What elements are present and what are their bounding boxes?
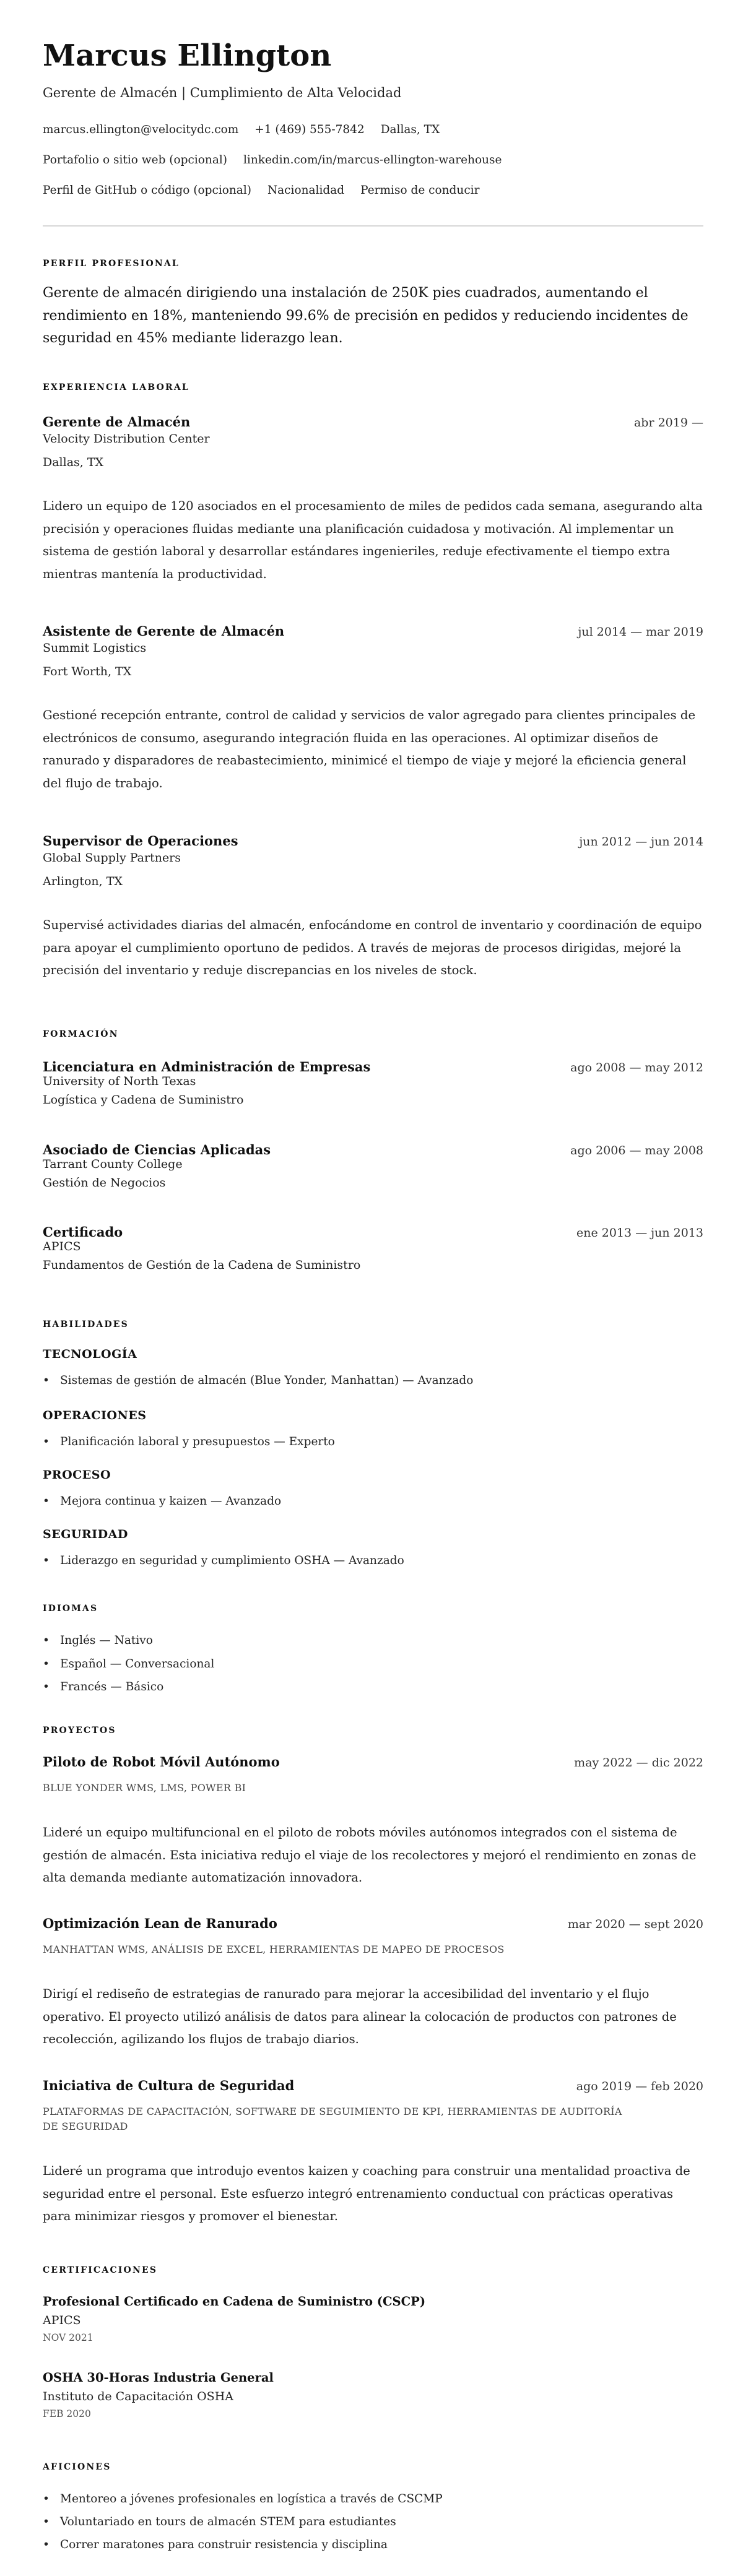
- project-entry: [43, 2078, 703, 2228]
- job-location: Fort Worth, TX: [43, 665, 132, 678]
- job-description: Supervisé actividades diarias del almacén, enfocándome en control de inventario y coordinación de equipo para apoyar el cumplimiento oportuno de pedidos. A través de mejoras de procesos dirigidas, mejoré la precisión del inventario y reduje discrepancias en los niveles de stock.: [43, 918, 702, 977]
- education-entry: [43, 1059, 703, 1107]
- school-name: Tarrant County College: [43, 1157, 183, 1171]
- project-dates: may 2022 — dic 2022: [574, 1756, 703, 1770]
- section-heading-summary: PERFIL PROFESIONAL: [43, 259, 180, 269]
- skill-item: • Sistemas de gestión de almacén (Blue Yonder, Manhattan) — Avanzado: [43, 1374, 703, 1387]
- job-company: Velocity Distribution Center: [43, 432, 210, 446]
- language-item: • Francés — Básico: [43, 1675, 703, 1699]
- degree-dates: ago 2006 — may 2008: [570, 1144, 703, 1157]
- skill-group-title: PROCESO: [43, 1468, 111, 1482]
- email-link[interactable]: marcus.ellington@velocitydc.com: [43, 123, 239, 136]
- certification-date: FEB 2020: [43, 2408, 91, 2419]
- job-dates: jun 2012 — jun 2014: [579, 835, 703, 849]
- section-heading-projects: PROYECTOS: [43, 1726, 116, 1735]
- linkedin-link[interactable]: linkedin.com/in/marcus-ellington-warehouse: [243, 153, 502, 166]
- section-heading-experience: EXPERIENCIA LABORAL: [43, 383, 189, 392]
- language-item: • Inglés — Nativo: [43, 1629, 703, 1653]
- project-dates: ago 2019 — feb 2020: [576, 2080, 703, 2093]
- project-title: Iniciativa de Cultura de Seguridad: [43, 2078, 295, 2093]
- certification-entry: [43, 2371, 703, 2419]
- candidate-subtitle: Gerente de Almacén | Cumplimiento de Alta Velocidad: [43, 85, 402, 100]
- project-entry: [43, 1754, 703, 1890]
- skill-list: [43, 1554, 703, 1567]
- project-tech: BLUE YONDER WMS, LMS, POWER BI: [43, 1782, 246, 1794]
- hobby-item: • Voluntariado en tours de almacén STEM para estudiantes: [43, 2510, 703, 2533]
- section-heading-certifications: CERTIFICACIONES: [43, 2265, 158, 2275]
- job-company: Global Supply Partners: [43, 851, 181, 865]
- job-location: Arlington, TX: [43, 875, 123, 888]
- degree-field: Fundamentos de Gestión de la Cadena de Suministro: [43, 1258, 361, 1272]
- project-title: Optimización Lean de Ranurado: [43, 1916, 277, 1931]
- language-list: [43, 1629, 703, 1699]
- phone: +1 (469) 555-7842: [254, 123, 365, 136]
- project-entry: [43, 1916, 703, 2051]
- contact-row: [43, 184, 703, 197]
- location: Dallas, TX: [380, 123, 440, 136]
- section-heading-languages: IDIOMAS: [43, 1604, 98, 1614]
- project-tech: MANHATTAN WMS, ANÁLISIS DE EXCEL, HERRAMIENTAS DE MAPEO DE PROCESOS: [43, 1943, 505, 1955]
- project-description: Dirigí el rediseño de estrategias de ranurado para mejorar la accesibilidad del inventario y el flujo operativo. El proyecto utilizó análisis de datos para alinear la colocación de productos con patrones de recolección, agilizando los flujos de trabajo diarios.: [43, 1987, 677, 2046]
- candidate-name: Marcus Ellington: [43, 38, 332, 73]
- job-title: Gerente de Almacén: [43, 414, 191, 430]
- certification-title: Profesional Certificado en Cadena de Suministro (CSCP): [43, 2294, 426, 2309]
- project-title: Piloto de Robot Móvil Autónomo: [43, 1754, 280, 1770]
- education-entry: [43, 1142, 703, 1190]
- portfolio-link[interactable]: Portafolio o sitio web (opcional): [43, 153, 227, 166]
- nationality: Nacionalidad: [267, 184, 345, 197]
- hobby-item: • Correr maratones para construir resistencia y disciplina: [43, 2533, 703, 2556]
- job-description: Lidero un equipo de 120 asociados en el procesamiento de miles de pedidos cada semana, asegurando alta precisión y operaciones fluidas mediante una planificación cuidadosa y motivación. Al implementar un sistema de gestión laboral y desarrollar estándares ingenieriles, reduje efectivamente el tiempo extra mientras mantenía la productividad.: [43, 499, 703, 581]
- section-heading-skills: HABILIDADES: [43, 1320, 129, 1329]
- job-dates: jul 2014 — mar 2019: [578, 625, 703, 639]
- hobby-list: [43, 2487, 703, 2556]
- certification-issuer: APICS: [43, 2314, 81, 2327]
- certification-issuer: Instituto de Capacitación OSHA: [43, 2390, 233, 2403]
- certification-title: OSHA 30-Horas Industria General: [43, 2371, 274, 2385]
- job-title: Asistente de Gerente de Almacén: [43, 623, 285, 639]
- language-item: • Español — Conversacional: [43, 1653, 703, 1676]
- job-location: Dallas, TX: [43, 456, 104, 469]
- job-entry: [43, 833, 703, 982]
- header-divider: [43, 225, 703, 227]
- project-description: Lideré un programa que introdujo eventos kaizen y coaching para construir una mentalidad proactiva de seguridad entre el personal. Este esfuerzo integró entrenamiento conductual con prácticas operativas para minimizar riesgos y promover el bienestar.: [43, 2164, 690, 2223]
- contact-row: [43, 123, 703, 136]
- section-heading-hobbies: AFICIONES: [43, 2462, 111, 2472]
- job-company: Summit Logistics: [43, 641, 147, 655]
- degree-title: Licenciatura en Administración de Empresas: [43, 1059, 371, 1074]
- skill-group-title: OPERACIONES: [43, 1409, 147, 1422]
- github-link[interactable]: Perfil de GitHub o código (opcional): [43, 184, 251, 197]
- school-name: APICS: [43, 1240, 81, 1253]
- school-name: University of North Texas: [43, 1074, 196, 1088]
- skill-list: [43, 1495, 703, 1508]
- degree-dates: ago 2008 — may 2012: [570, 1061, 703, 1074]
- degree-title: Certificado: [43, 1224, 123, 1240]
- degree-dates: ene 2013 — jun 2013: [576, 1226, 703, 1240]
- section-heading-education: FORMACIÓN: [43, 1029, 119, 1039]
- contact-row: [43, 153, 703, 166]
- skill-group-title: SEGURIDAD: [43, 1528, 128, 1541]
- skill-item: • Planificación laboral y presupuestos — Experto: [43, 1435, 703, 1448]
- skill-list: [43, 1435, 703, 1448]
- certification-entry: [43, 2294, 703, 2343]
- project-dates: mar 2020 — sept 2020: [567, 1917, 703, 1931]
- degree-title: Asociado de Ciencias Aplicadas: [43, 1142, 271, 1157]
- skill-list: [43, 1374, 703, 1387]
- job-entry: [43, 623, 703, 795]
- job-title: Supervisor de Operaciones: [43, 833, 238, 849]
- degree-field: Logística y Cadena de Suministro: [43, 1093, 244, 1107]
- skill-item: • Liderazgo en seguridad y cumplimiento OSHA — Avanzado: [43, 1554, 703, 1567]
- degree-field: Gestión de Negocios: [43, 1176, 166, 1190]
- certification-date: NOV 2021: [43, 2332, 93, 2343]
- skill-item: • Mejora continua y kaizen — Avanzado: [43, 1495, 703, 1508]
- job-dates: abr 2019 —: [633, 416, 703, 430]
- summary-text: Gerente de almacén dirigiendo una instalación de 250K pies cuadrados, aumentando el rendimiento en 18%, manteniendo 99.6% de precisión en pedidos y reduciendo incidentes de seguridad en 45% mediante liderazgo lean.: [43, 285, 689, 346]
- project-description: Lideré un equipo multifuncional en el piloto de robots móviles autónomos integrados con el sistema de gestión de almacén. Esta iniciativa redujo el viaje de los recolectores y mejoró el rendimiento en zonas de alta demanda mediante automatización innovadora.: [43, 1825, 697, 1885]
- job-description: Gestioné recepción entrante, control de calidad y servicios de valor agregado para clientes principales de electrónicos de consumo, asegurando integración fluida en las operaciones. Al optimizar diseños de ranurado y disparadores de reabastecimiento, minimicé el tiempo de viaje y mejoré la eficiencia general del flujo de trabajo.: [43, 708, 696, 790]
- job-entry: [43, 414, 703, 586]
- education-entry: [43, 1224, 703, 1272]
- skill-group-title: TECNOLOGÍA: [43, 1347, 137, 1361]
- hobby-item: • Mentoreo a jóvenes profesionales en logística a través de CSCMP: [43, 2487, 703, 2510]
- driving-license: Permiso de conducir: [360, 184, 480, 197]
- project-tech: PLATAFORMAS DE CAPACITACIÓN, SOFTWARE DE SEGUIMIENTO DE KPI, HERRAMIENTAS DE AUDITORÍA DE SEGURIDAD: [43, 2106, 622, 2132]
